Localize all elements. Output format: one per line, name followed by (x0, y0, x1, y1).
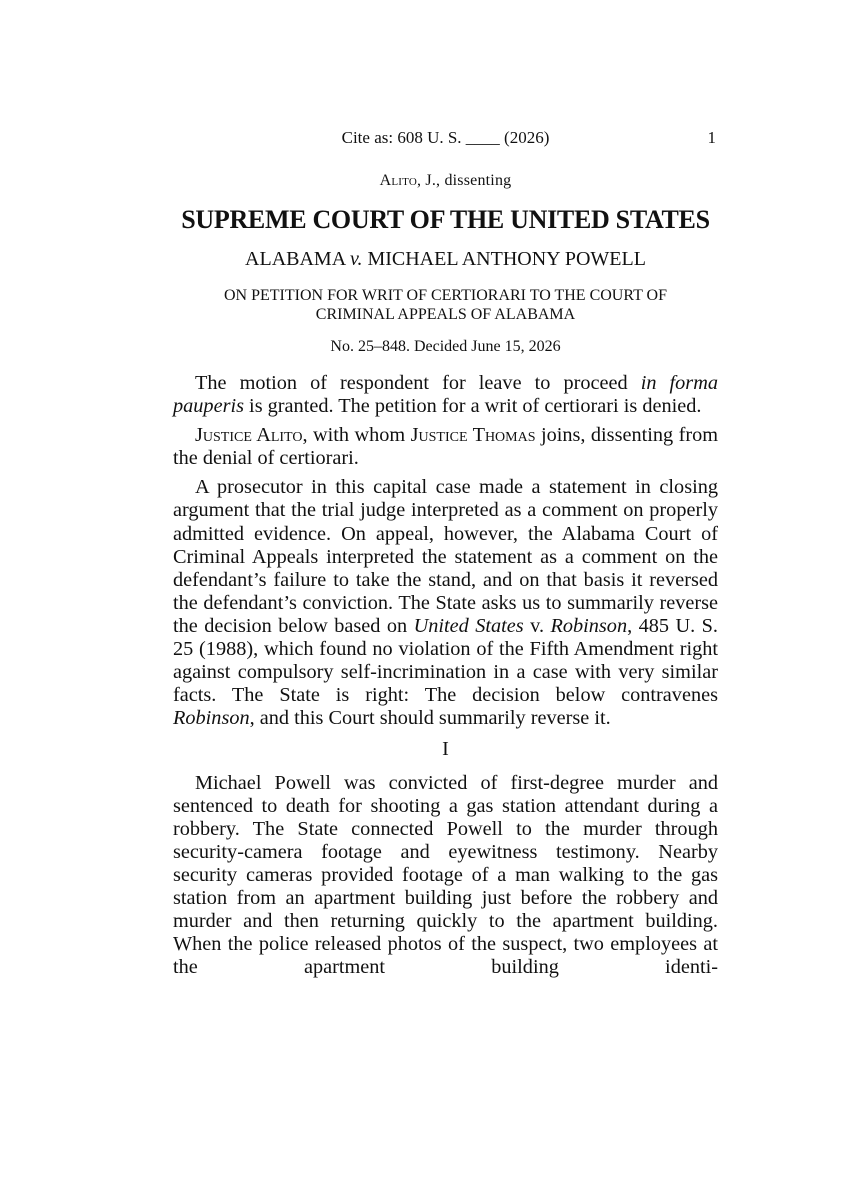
case-caption (173, 248, 718, 271)
author-suffix: , J., dissenting (417, 172, 512, 189)
case-name: Robinson (550, 614, 628, 637)
justice-name: Justice Alito (195, 424, 303, 447)
versus: v. (350, 248, 363, 270)
text-run: , with whom (302, 424, 411, 447)
citation: Cite as: 608 U. S. ____ (2026) (341, 128, 550, 147)
text-run: A prosecutor in this capital case made a statement in closing argument that the trial judge interpreted as a comment on properly admitted evidence. On appeal, however, the Alabama Court of Criminal Appeals interpreted the statement as a comment on the defendant’s failure to take the stand, and on that basis it reversed the defendant’s conviction. The State asks us to summarily reverse the decision below based on (173, 476, 718, 637)
paragraph-summary (173, 476, 718, 730)
case-name: United States (413, 614, 524, 637)
section-heading: I (442, 738, 449, 761)
petition-statement (173, 286, 718, 324)
petition-line: ON PETITION FOR WRIT OF CERTIORARI TO THE COURT OF (224, 287, 667, 304)
text-run: joins, dissenting from the denial of certiorari. (173, 424, 719, 470)
text-run: , and this Court should summarily reverse it. (249, 707, 611, 730)
court-name: SUPREME COURT OF THE UNITED STATES (181, 205, 710, 234)
text-run: , 485 U. S. 25 (1988), which found no violation of the Fifth Amendment right against compulsory self-incrimination in a case with very similar facts. The State is right: The decision below contravenes (173, 614, 718, 707)
running-head (173, 128, 718, 152)
text-run: is granted. The petition for a writ of certiorari is denied. (243, 395, 702, 418)
page-number: 1 (707, 128, 716, 147)
text-run: The motion of respondent for leave to proceed (195, 372, 641, 394)
opinion-body (173, 372, 718, 985)
italic-text: in forma pauperis (173, 372, 718, 418)
author-line (173, 172, 718, 190)
justice-name: Justice Thomas (410, 424, 536, 447)
petitioner: ALABAMA (245, 248, 346, 270)
docket-line: No. 25–848. Decided June 15, 2026 (330, 338, 561, 355)
paragraph-order (173, 372, 718, 418)
petition-line: CRIMINAL APPEALS OF ALABAMA (315, 306, 576, 323)
paragraph-facts: Michael Powell was convicted of first-degree murder and sentenced to death for shooting a gas station attendant during a robbery. The State connected Powell to the murder through security-camera footage and eyewitness testimony. Nearby security cameras provided footage of a man walking to the gas station from an apartment building just before the robbery and murder and then returning quickly to the apartment building. When the police released photos of the suspect, two employees at the apartment building identi- (173, 771, 718, 979)
text-run: v. (523, 614, 551, 637)
case-name: Robinson (173, 707, 250, 730)
author-name: Alito (379, 172, 418, 189)
paragraph-dissent-intro (173, 424, 718, 470)
respondent: MICHAEL ANTHONY POWELL (367, 248, 646, 270)
